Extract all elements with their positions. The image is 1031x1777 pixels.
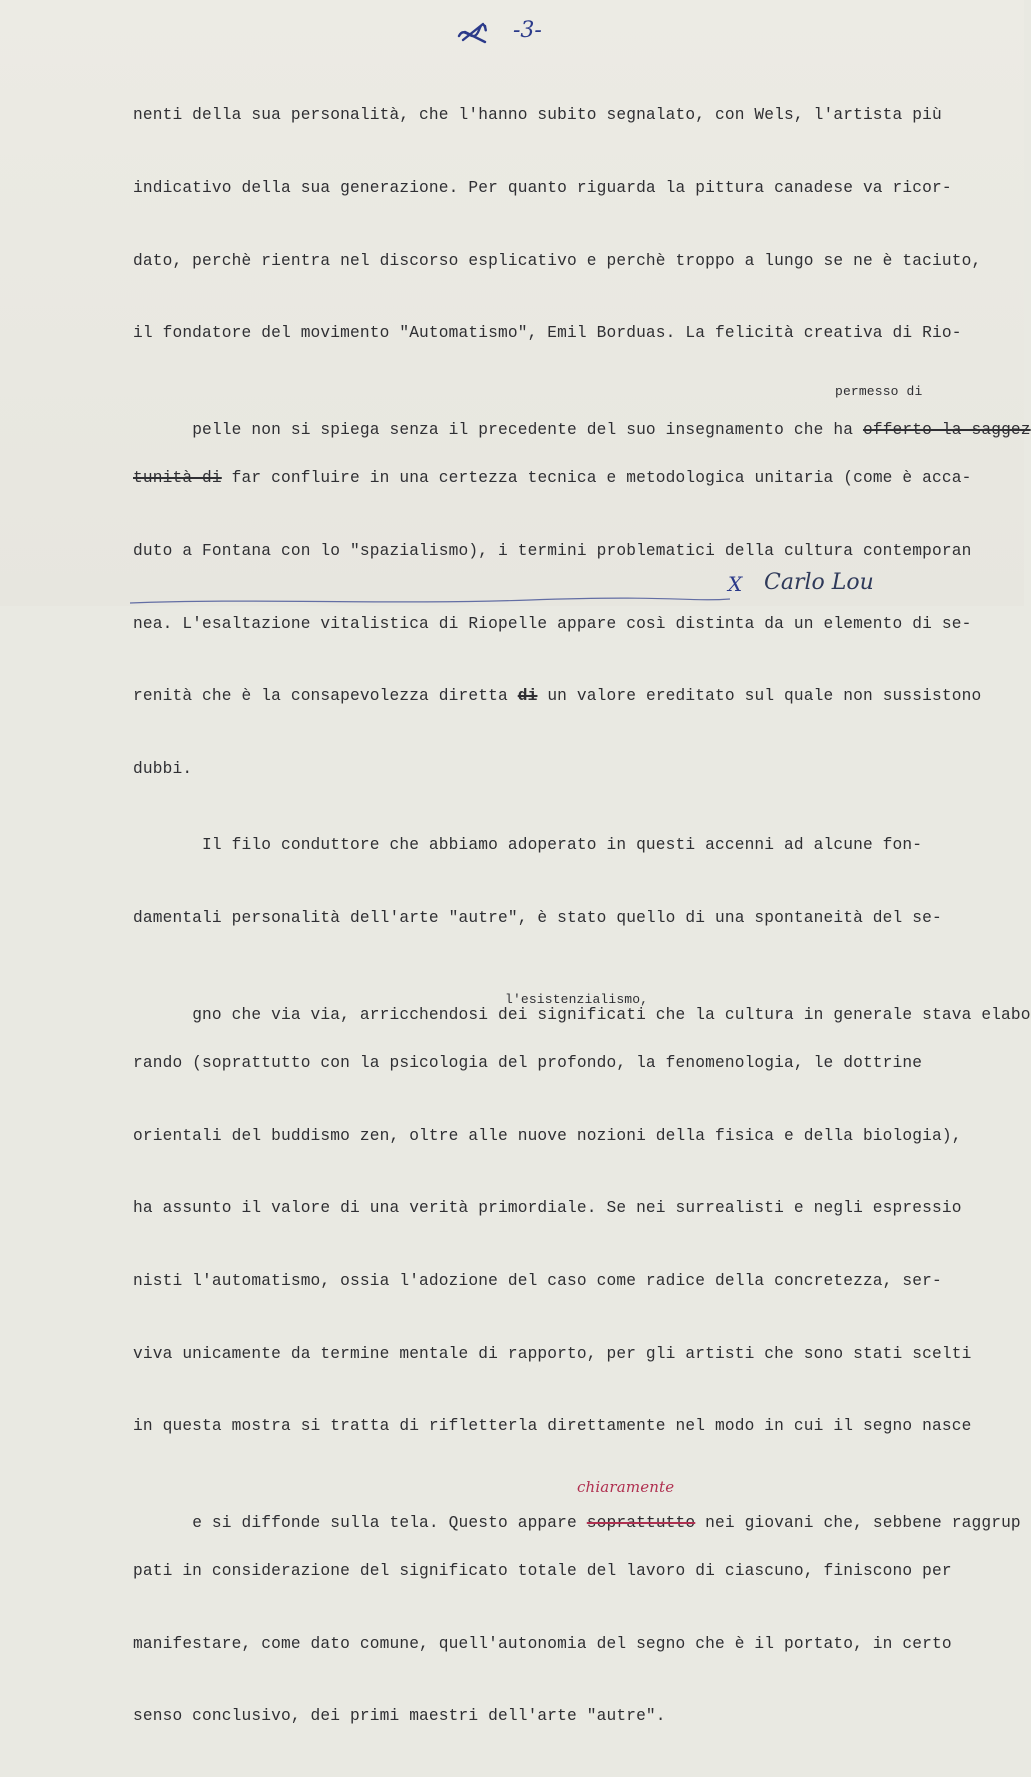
text-line: nea. L'esaltazione vitalistica di Riopelle appare così distinta da un elemento di se- xyxy=(133,614,972,633)
scribble-mark-icon xyxy=(455,16,495,52)
struck-text: soprattutto xyxy=(586,1513,696,1532)
text-line: orientali del buddismo zen, oltre alle nuove nozioni della fisica e della biologia), xyxy=(133,1126,962,1145)
page-number: -3- xyxy=(513,18,542,43)
pen-stroke-icon xyxy=(130,594,730,606)
struck-text: di xyxy=(517,687,538,706)
text-line: il fondatore del movimento "Automatismo", Emil Borduas. La felicità creativa di Rio- xyxy=(133,324,962,343)
typed-insertion: l'esistenzialismo, xyxy=(505,991,649,1007)
text-line: gno che via via, arricchendosi dei significati che la cultura in generale stava elabo l'esistenzialismo, xyxy=(192,991,1031,1024)
text-line: pelle non si spiega senza il precedente del suo insegnamento che ha offerto la saggez permesso di xyxy=(192,383,1031,439)
signature-area xyxy=(728,570,918,604)
text-line: dato, perchè rientra nel discorso esplicativo e perchè troppo a lungo se ne è taciuto, xyxy=(133,251,982,270)
text-line: viva unicamente da termine mentale di rapporto, per gli artisti che sono stati scelti xyxy=(133,1344,972,1363)
text-line: nenti della sua personalità, che l'hanno subito segnalato, con Wels, l'artista più xyxy=(133,106,942,125)
text-line: Il filo conduttore che abbiamo adoperato in questi accenni ad alcune fon- xyxy=(133,836,923,855)
text-line: tunità di far confluire in una certezza tecnica e metodologica unitaria (come è acca- xyxy=(133,469,972,488)
text-line: senso conclusivo, dei primi maestri dell'arte "autre". xyxy=(133,1707,666,1726)
text-line: rando (soprattutto con la psicologia del profondo, la fenomenologia, le dottrine xyxy=(133,1054,923,1073)
struck-text: tunità di xyxy=(133,469,222,488)
text-line: e si diffonde sulla tela. Questo appare soprattutto nei giovani che, sebbene raggrup chiaramente xyxy=(133,1487,1023,1511)
signature-mark: X xyxy=(728,572,743,596)
handwritten-insertion: chiaramente xyxy=(577,1477,675,1496)
text-line: in questa mostra si tratta di rifletterla direttamente nel modo in cui il segno nasce xyxy=(133,1417,972,1436)
text-line: damentali personalità dell'arte "autre", è stato quello di una spontaneità del se- xyxy=(133,908,942,927)
body-text xyxy=(133,55,1031,1777)
handwritten-signature: Carlo Lou xyxy=(764,570,874,595)
text-line: ha assunto il valore di una verità primordiale. Se nei surrealisti e negli espressio xyxy=(133,1199,962,1218)
text-line: indicativo della sua generazione. Per quanto riguarda la pittura canadese va ricor- xyxy=(133,179,952,197)
page-header xyxy=(455,16,585,52)
text-line: duto a Fontana con lo "spazialismo), i termini problematici della cultura contemporan xyxy=(133,541,972,560)
text-line: renità che è la consapevolezza diretta di un valore ereditato sul quale non sussistono xyxy=(133,687,982,706)
typed-insertion: permesso di xyxy=(835,383,923,399)
text-line: nisti l'automatismo, ossia l'adozione del caso come radice della concretezza, ser- xyxy=(133,1271,942,1290)
text-line: pati in considerazione del significato totale del lavoro di ciascuno, finiscono per xyxy=(133,1562,952,1581)
text-line: manifestare, come dato comune, quell'autonomia del segno che è il portato, in certo xyxy=(133,1634,952,1653)
text-line: dubbi. xyxy=(133,759,193,778)
struck-text: offerto la saggez xyxy=(862,420,1031,439)
